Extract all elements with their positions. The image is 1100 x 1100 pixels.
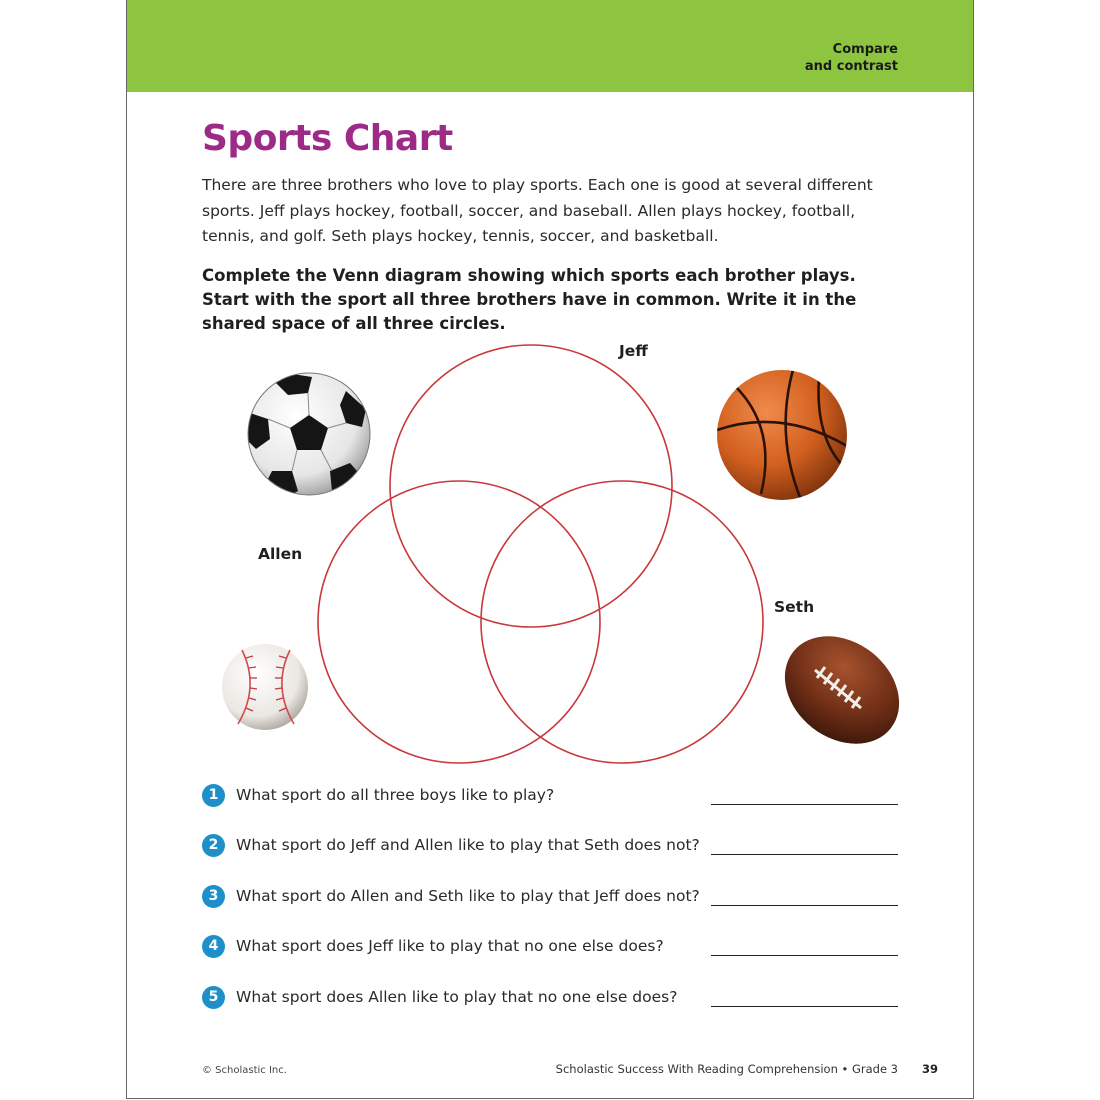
copyright: © Scholastic Inc. [202,1065,287,1076]
skill-line-1: Compare [832,42,898,57]
question-4 [202,935,902,961]
question-3 [202,885,902,911]
question-text: What sport do Allen and Seth like to play that Jeff does not? [236,887,700,905]
answer-line[interactable] [711,854,898,855]
intro-paragraph: There are three brothers who love to play sports. Each one is good at several different sports. Jeff plays hockey, football, soccer, and baseball. Allen plays hockey, football, tennis, and golf. Seth plays hockey, tennis, soccer, and basketball. [202,176,873,245]
venn-circle-seth[interactable] [481,481,763,763]
worksheet-page [126,0,974,1099]
football-icon [777,630,907,750]
question-1 [202,784,902,810]
venn-circle-allen[interactable] [318,481,600,763]
jeff-label: Jeff [619,342,648,360]
answer-line[interactable] [711,905,898,906]
question-2 [202,834,902,860]
question-text: What sport does Allen like to play that no one else does? [236,988,678,1006]
basketball-icon [715,368,849,502]
allen-label: Allen [258,545,303,563]
answer-line[interactable] [711,1006,898,1007]
page-number: 39 [921,1062,938,1076]
answer-line[interactable] [711,804,898,805]
instructions: Complete the Venn diagram showing which sports each brother plays. Start with the sport all three brothers have in common. Write it in the shared space of all three circles. [202,266,857,333]
question-5 [202,986,902,1012]
page-title: Sports Chart [202,118,453,159]
question-number-badge: 4 [202,935,225,958]
book-title: Scholastic Success With Reading Comprehension • Grade 3 [555,1062,898,1076]
skill-line-2: and contrast [804,59,898,74]
seth-label: Seth [774,598,815,616]
answer-line[interactable] [711,955,898,956]
question-text: What sport do all three boys like to play? [236,786,555,804]
question-number-badge: 3 [202,885,225,908]
question-number-badge: 2 [202,834,225,857]
question-number-badge: 1 [202,784,225,807]
venn-circle-jeff[interactable] [390,345,672,627]
baseball-icon [220,642,310,732]
question-text: What sport do Jeff and Allen like to play that Seth does not? [236,836,700,854]
soccer-ball-icon [246,371,372,497]
question-text: What sport does Jeff like to play that no one else does? [236,937,664,955]
question-number-badge: 5 [202,986,225,1009]
